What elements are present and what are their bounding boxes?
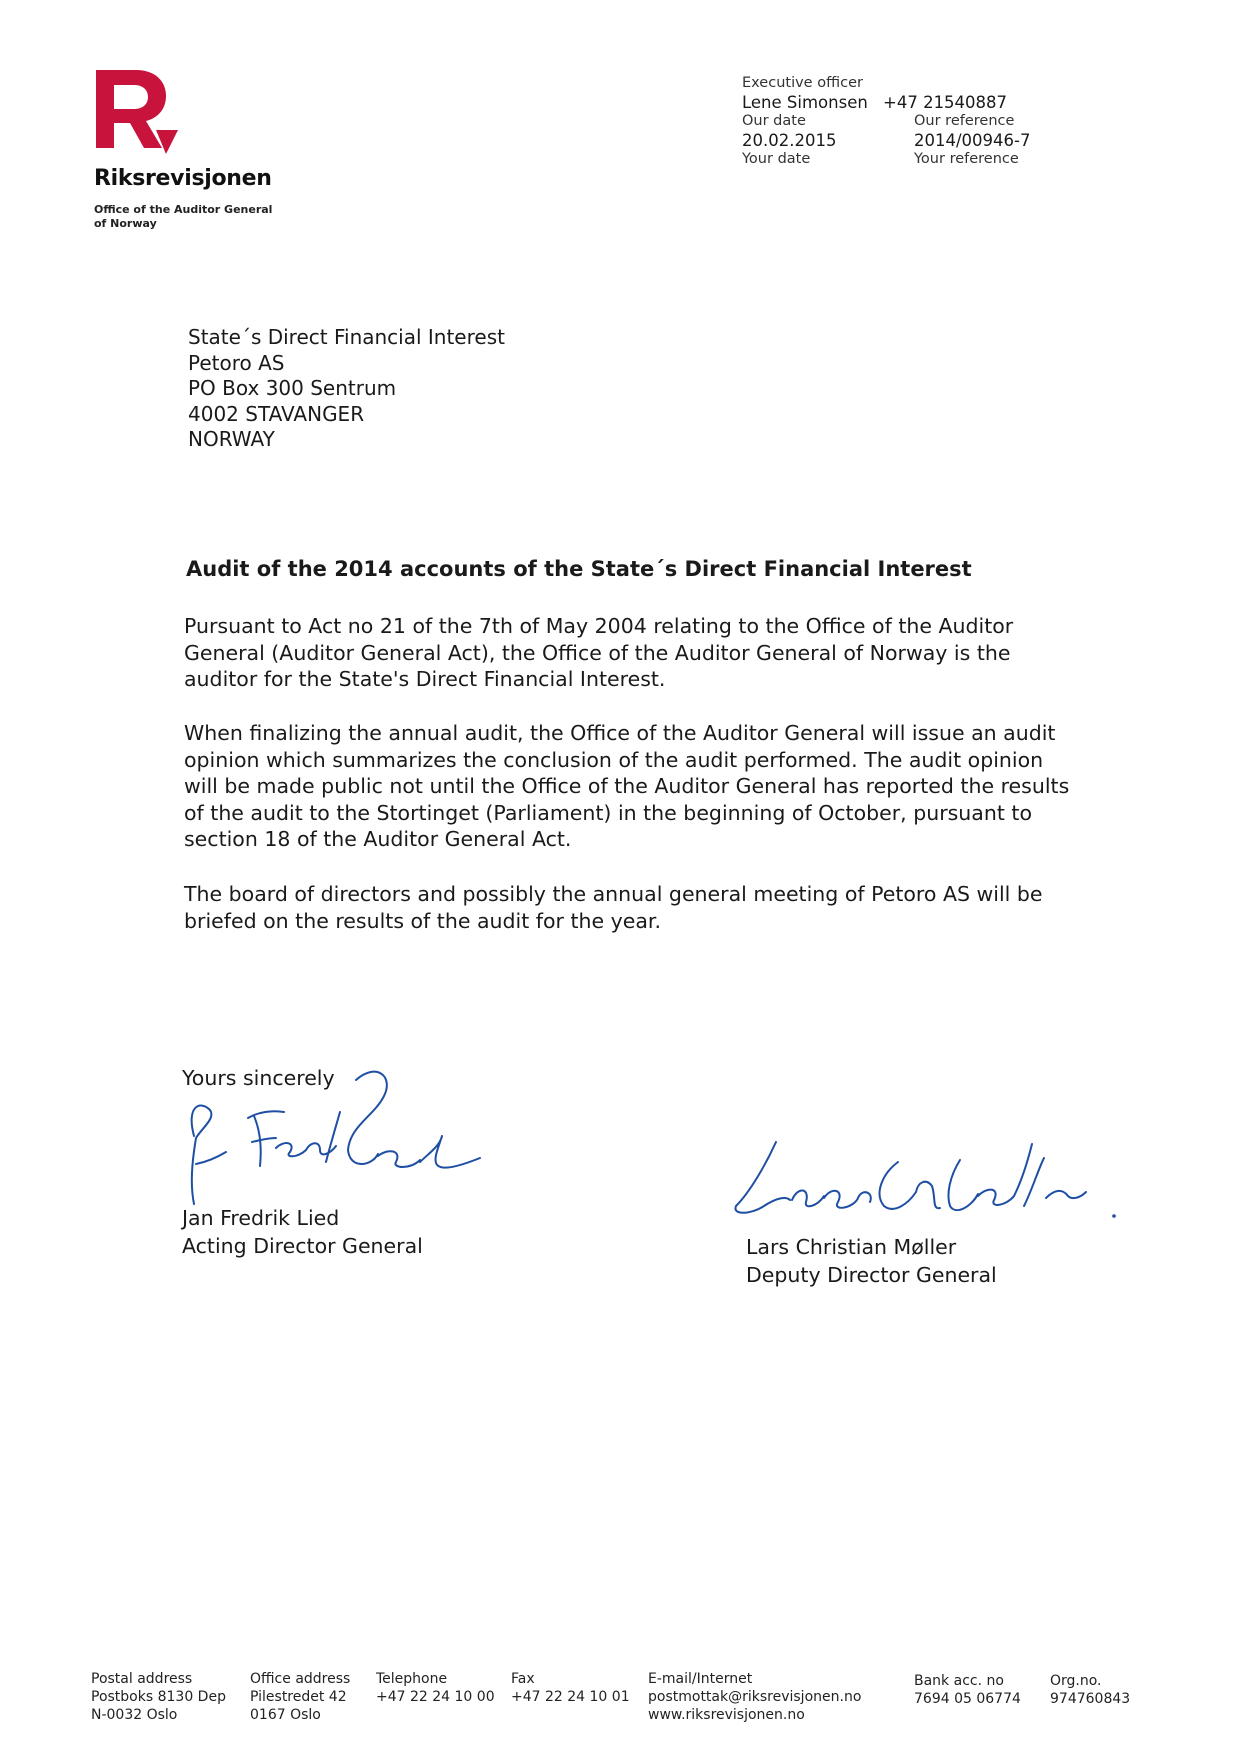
- body-paragraph-1: Pursuant to Act no 21 of the 7th of May 2004 relating to the Office of the Auditor General (Auditor General Act), the Office of the Auditor General of Norway is the auditor for the State's Direct Financial Interest.: [184, 614, 1014, 691]
- signature-jan-fredrik-lied: [180, 1066, 480, 1206]
- our-reference: 2014/00946-7: [914, 131, 1031, 150]
- our-reference-label: Our reference: [914, 113, 1015, 129]
- footer-org-number: Org.no. 974760843: [1050, 1673, 1131, 1707]
- recipient-line: Petoro AS: [188, 350, 285, 375]
- closing: Yours sincerely: [182, 1066, 335, 1090]
- signatory1-title: Acting Director General: [182, 1234, 423, 1258]
- signatory2-title: Deputy Director General: [746, 1263, 997, 1287]
- your-reference-label: Your reference: [914, 151, 1019, 167]
- letter-subject: Audit of the 2014 accounts of the State´s Direct Financial Interest: [186, 557, 972, 581]
- body-paragraph-3: The board of directors and possibly the annual general meeting of Petoro AS will be briefed on the results of the audit for the year.: [184, 882, 1043, 933]
- executive-officer-phone: +47 21540887: [883, 93, 1008, 112]
- signatory1-name: Jan Fredrik Lied: [182, 1206, 340, 1230]
- signatory2-name: Lars Christian Møller: [746, 1235, 957, 1259]
- signature-lars-christian-moller: [728, 1120, 1128, 1230]
- recipient-address: [188, 325, 505, 453]
- recipient-line: PO Box 300 Sentrum: [188, 376, 397, 400]
- body-paragraph-2: When finalizing the annual audit, the Office of the Auditor General will issue an audit opinion which summarizes the conclusion of the audit performed. The audit opinion will be made public not until the Office of the Auditor General has reported the results of the audit to the Stortinget (Parliament) in the beginning of October, pursuant to section 18 of the Auditor General Act.: [184, 721, 1070, 851]
- recipient-line: State´s Direct Financial Interest: [188, 325, 505, 349]
- our-date-label: Our date: [742, 113, 806, 129]
- footer-email-internet: E-mail/Internet postmottak@riksrevisjonen.no www.riksrevisjonen.no: [648, 1671, 862, 1723]
- logo-name: Riksrevisjonen: [94, 166, 272, 191]
- recipient-line: NORWAY: [188, 427, 275, 451]
- footer-office-address: Office address Pilestredet 42 0167 Oslo: [250, 1671, 351, 1723]
- your-date-label: Your date: [742, 151, 811, 167]
- riksrevisjonen-logo-icon: [92, 68, 182, 158]
- footer-telephone: Telephone +47 22 24 10 00: [376, 1671, 495, 1705]
- recipient-line: 4002 STAVANGER: [188, 401, 365, 426]
- footer-postal-address: Postal address Postboks 8130 Dep N-0032 Oslo: [91, 1671, 226, 1723]
- our-date: 20.02.2015: [742, 131, 837, 150]
- executive-officer-name: Lene Simonsen: [742, 93, 868, 112]
- footer-fax: Fax +47 22 24 10 01: [511, 1671, 630, 1705]
- executive-officer-label: Executive officer: [742, 75, 863, 91]
- logo-subtitle: Office of the Auditor General of Norway: [94, 203, 273, 230]
- footer-bank-account: Bank acc. no 7694 05 06774: [914, 1673, 1021, 1707]
